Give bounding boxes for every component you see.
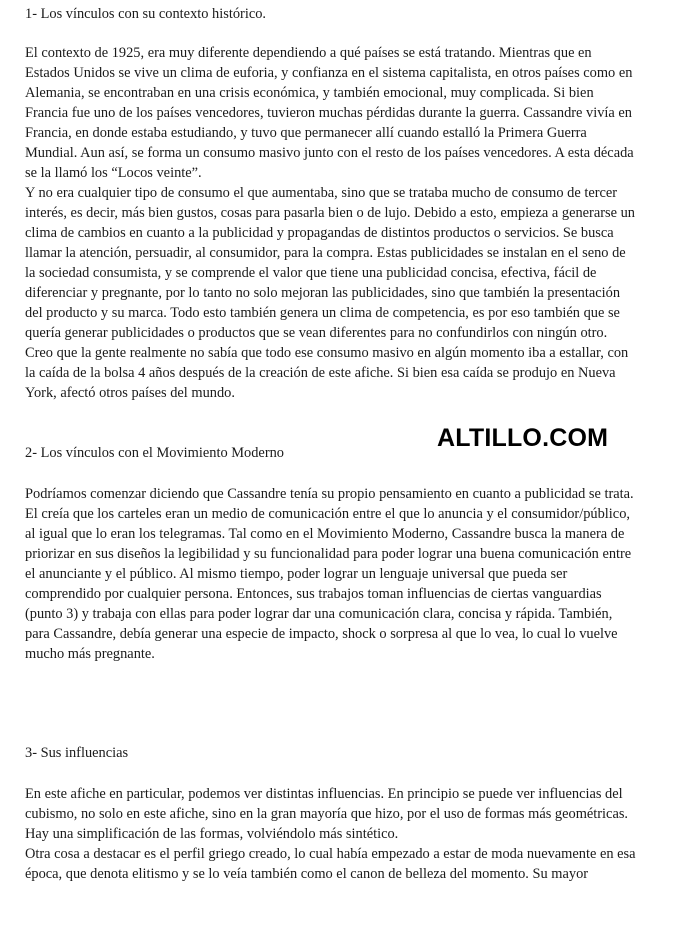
paragraph-line: comprendido por cualquier persona. Entonces, sus trabajos toman influencias de ciertas vanguardias [25, 586, 602, 602]
paragraph-line: época, que denota elitismo y se lo veía también como el canon de belleza del momento. Su mayor [25, 866, 589, 882]
paragraph-line: priorizar en sus diseños la legibilidad y su funcionalidad para poder lograr una buena comunicación entre [25, 546, 632, 562]
paragraph-line: la caída de la bolsa 4 años después de la creación de este afiche. Si bien esa caída se produjo en Nueva [25, 365, 616, 381]
paragraph-line: Estados Unidos se vive un clima de euforia, y confianza en el sistema capitalista, en otros países como en [25, 65, 633, 81]
paragraph-line: Creo que la gente realmente no sabía que todo ese consumo masivo en algún momento iba a estallar, con [25, 345, 629, 361]
paragraph-line: mucho más pregnante. [25, 646, 155, 662]
paragraph-line: Francia fue uno de los países vencedores, tuvieron muchas pérdidas durante la guerra. Cassandre vivía en [25, 105, 632, 121]
paragraph-line: Hay una simplificación de las formas, volviéndolo más sintético. [25, 826, 399, 842]
paragraph-line: Otra cosa a destacar es el perfil griego creado, lo cual había empezado a estar de moda nuevamente en esa [25, 846, 636, 862]
paragraph-line: Y no era cualquier tipo de consumo el que aumentaba, sino que se trataba mucho de consumo de tercer [25, 185, 618, 201]
paragraph-line: Mundial. Aun así, se forma un consumo masivo junto con el resto de los países vencedores. A esta década [25, 145, 634, 161]
paragraph-line: llamar la atención, persuadir, al consumidor, para la compra. Estas publicidades se instalan en el seno de [25, 245, 626, 261]
paragraph-line: se la llamó los “Locos veinte”. [25, 165, 202, 181]
section-3-heading: 3- Sus influencias [25, 745, 129, 761]
paragraph-line: Alemania, se encontraban en una crisis económica, y también emocional, muy complicada. Si bien [25, 85, 594, 101]
paragraph-line: al igual que lo eran los telegramas. Tal como en el Movimiento Moderno, Cassandre busca la manera de [25, 526, 625, 542]
paragraph-line: En este afiche en particular, podemos ver distintas influencias. En principio se puede ver influencias del [25, 786, 623, 802]
paragraph-line: del producto y su marca. Todo esto también genera un clima de competencia, es por eso también que se [25, 305, 620, 321]
section-1-heading: 1- Los vínculos con su contexto histórico. [25, 6, 267, 22]
paragraph-line: (punto 3) y trabaja con ellas para poder lograr dar una comunicación clara, concisa y rápida. También, [25, 606, 613, 622]
paragraph-line: el anunciante y el público. Al mismo tiempo, poder lograr un lenguaje universal que pueda ser [25, 566, 568, 582]
paragraph-line: cubismo, no solo en este afiche, sino en la gran mayoría que hizo, por el uso de formas más geométricas. [25, 806, 629, 822]
section-2-heading: 2- Los vínculos con el Movimiento Moderno [25, 445, 284, 461]
paragraph-line: para Cassandre, debía generar una especie de impacto, shock o sorpresa al que lo vea, lo cual lo vuelve [25, 626, 618, 642]
paragraph-line: clima de cambios en cuanto a la publicidad y propagandas de distintos productos o servicios. Se busca [25, 225, 614, 241]
paragraph-line: El creía que los carteles eran un medio de comunicación entre el que lo anuncia y el consumidor/público, [25, 506, 630, 522]
paragraph-line: interés, es decir, más bien gustos, cosas para pasarla bien o de lujo. Debido a esto, empieza a generarse un [25, 205, 636, 221]
paragraph-line: El contexto de 1925, era muy diferente dependiendo a qué países se está tratando. Mientras que en [25, 45, 592, 61]
paragraph-line: diferenciar y pregnante, por lo tanto no solo mejoran las publicidades, sino que también la presentación [25, 285, 621, 301]
paragraph-line: quería generar publicidades o productos que se vean diferentes para no confundirlos con ningún otro. [25, 325, 608, 341]
paragraph-line: Podríamos comenzar diciendo que Cassandre tenía su propio pensamiento en cuanto a publicidad se trata. [25, 486, 634, 502]
watermark-logo: ALTILLO.COM [437, 424, 609, 452]
paragraph-line: Francia, en donde estaba estudiando, y tuvo que permanecer allí cuando estalló la Primera Guerra [25, 125, 587, 141]
paragraph-line: York, afectó otros países del mundo. [25, 385, 235, 401]
paragraph-line: la sociedad consumista, y se comprende el valor que tiene una publicidad concisa, efectiva, fácil de [25, 265, 597, 281]
